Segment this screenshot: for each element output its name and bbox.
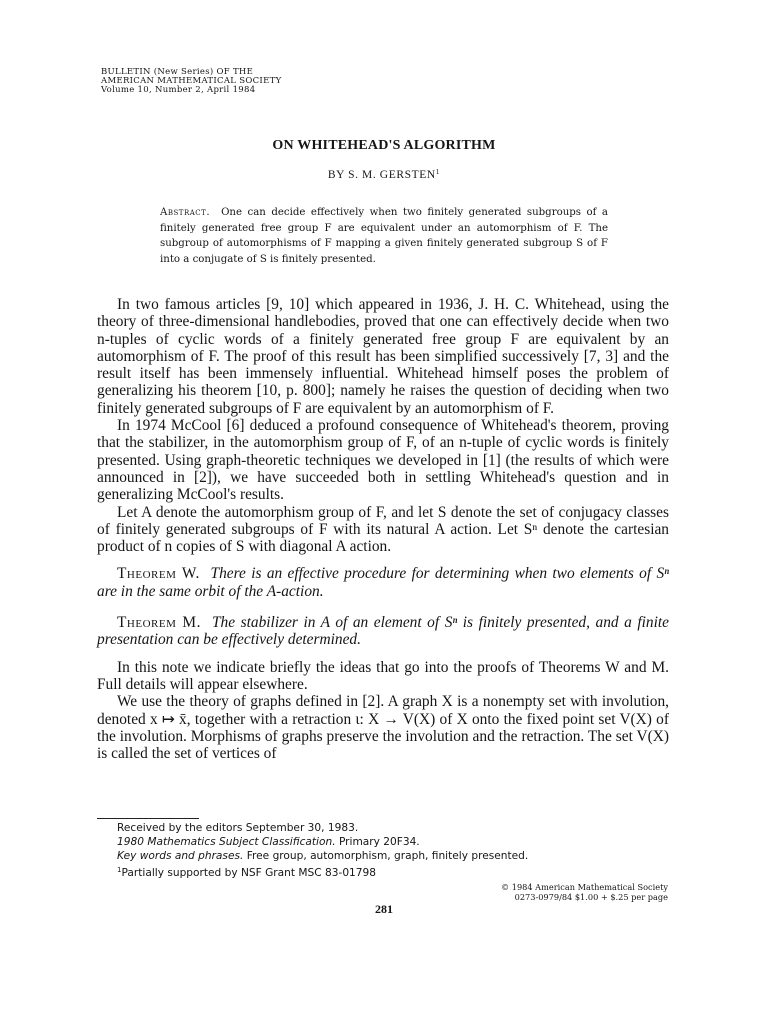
theorem-m (97, 614, 669, 649)
author-name: BY S. M. GERSTEN (327, 169, 436, 181)
theorem-m-label: Theorem M. (117, 614, 201, 632)
abstract-text: One can decide effectively when two finitely generated subgroups of a finitely generated free group F are equivalent under an automorphism of F. The subgroup of automorphisms of F mapping a given finitely generated subgroup S of F into a conjugate of S is finitely presented. (160, 207, 608, 265)
theorem-w-label: Theorem W. (117, 565, 200, 583)
received-note: Received by the editors September 30, 1983. (117, 822, 359, 834)
support-mark: 1 (117, 865, 122, 874)
byline (0, 167, 768, 181)
paragraph-4: In this note we indicate briefly the ideas that go into the proofs of Theorems W and M. Full details will appear elsewhere. (97, 658, 669, 693)
journal-volume-line: Volume 10, Number 2, April 1984 (101, 85, 256, 95)
msc-value: Primary 20F34. (338, 835, 420, 848)
price-line: 0273-0979/84 $1.00 + $.25 per page (514, 892, 668, 902)
paragraph-2: In 1974 McCool [6] deduced a profound consequence of Whitehead's theorem, proving that the stabilizer, in the automorphism group of F, of an n-tuple of cyclic words is finitely presented. Using graph-theoretic techniques we developed in [1] (the results of which were announced in [2]), we have succeeded both in settling Whitehead's question and in generalizing McCool's results. (97, 417, 669, 504)
journal-header (101, 68, 281, 95)
journal-series-line: BULLETIN (New Series) OF THE (101, 67, 254, 77)
keywords-note (117, 850, 677, 864)
body-text (97, 296, 669, 762)
theorem-m-text: The stabilizer in A of an element of Sⁿ is finitely presented, and a finite presentation can be effectively determined. (97, 614, 669, 649)
paragraph-1: In two famous articles [9, 10] which appeared in 1936, J. H. C. Whitehead, using the theory of three-dimensional handlebodies, proved that one can effectively decide when two n-tuples of cyclic words of a finitely generated free group F are equivalent by an automorphism of F. The proof of this result has been simplified successively [7, 3] and the result itself has been immensely influential. Whitehead himself poses the problem of generalizing his theorem [10, p. 800]; namely he raises the question of deciding when two finitely generated subgroups of F are equivalent by an automorphism of F. (97, 296, 669, 417)
paragraph-3: Let A denote the automorphism group of F, and let S denote the set of conjugacy classes of finitely generated subgroups of F with its natural A action. Let Sⁿ denote the cartesian product of n copies of S with diagonal A action. (97, 503, 669, 556)
keywords-value: Free group, automorphism, graph, finitely presented. (246, 849, 529, 862)
author-footnote-mark: 1 (435, 167, 441, 176)
page-number: 281 (375, 902, 393, 916)
journal-society-line: AMERICAN MATHEMATICAL SOCIETY (101, 76, 282, 86)
msc-note (117, 836, 677, 850)
support-text: Partially supported by NSF Grant MSC 83-01798 (121, 866, 377, 879)
keywords-label: Key words and phrases. (117, 849, 244, 862)
copyright-block (501, 882, 668, 902)
theorem-w (97, 565, 669, 600)
paper-title: ON WHITEHEAD'S ALGORITHM (272, 138, 496, 153)
copyright-line: © 1984 American Mathematical Society (500, 882, 668, 892)
footnote-rule (97, 818, 199, 819)
msc-label: 1980 Mathematics Subject Classification. (117, 835, 336, 848)
support-note (117, 864, 677, 881)
theorem-w-text: There is an effective procedure for determining when two elements of Sⁿ are in the same orbit of the A-action. (97, 565, 670, 600)
abstract-label: Abstract. (160, 207, 211, 218)
footnotes (117, 822, 677, 881)
paragraph-5: We use the theory of graphs defined in [2]. A graph X is a nonempty set with involution, denoted x ↦ x̄, together with a retraction ι: X → V(X) of X onto the fixed point set V(X) of the involution. Morphisms of graphs preserve the involution and the retraction. The set V(X) is called the set of vertices of (97, 693, 669, 763)
abstract (160, 205, 608, 267)
